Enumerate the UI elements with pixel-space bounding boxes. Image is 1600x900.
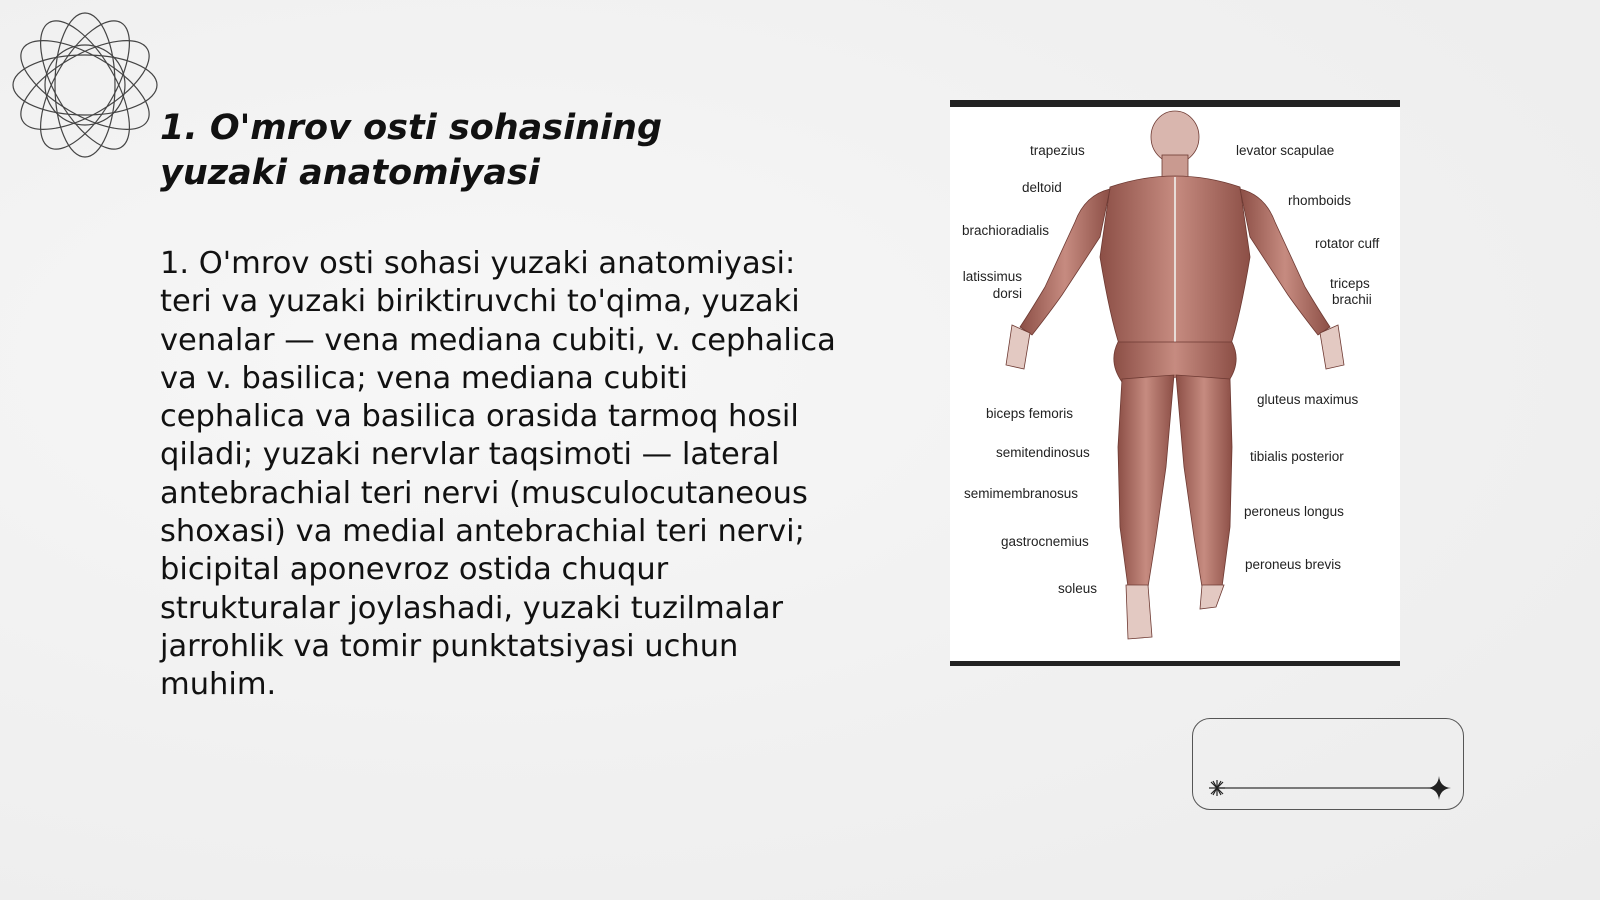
label-gastrocnemius: gastrocnemius <box>1001 534 1089 549</box>
label-peroneus-longus: peroneus longus <box>1244 504 1344 519</box>
label-biceps-femoris: biceps femoris <box>986 406 1074 421</box>
decorative-line <box>1193 719 1465 811</box>
label-semimembranosus: semimembranosus <box>964 486 1079 501</box>
label-brachii: brachii <box>1332 292 1372 307</box>
slide-body-text: 1. O'mrov osti sohasi yuzaki anatomiyasi: teri va yuzaki biriktiruvchi to'qima, yuzaki venalar — vena mediana cubiti, v. cephalica va v. basilica; vena mediana cubiti cephalica va basilica orasida tarmoq hosil qiladi; yuzaki nervlar taqsimoti — lateral antebrachial teri nervi (musculocutaneous shoxasi) va medial antebrachial teri nervi; bicipital aponevroz ostida chuqur strukturalar joylashadi, yuzaki tuzilmalar jarrohlik va tomir punktatsiyasi uchun muhim. <box>160 246 836 703</box>
label-brachioradialis: brachioradialis <box>962 223 1050 238</box>
label-peroneus-brevis: peroneus brevis <box>1245 557 1342 572</box>
label-soleus: soleus <box>1058 581 1098 596</box>
decorative-frame <box>1192 718 1464 810</box>
label-rotator-cuff: rotator cuff <box>1315 236 1380 251</box>
starburst-icon <box>1209 780 1225 796</box>
slide-title: 1. O'mrov osti sohasining yuzaki anatomiyasi <box>160 108 662 193</box>
label-dorsi: dorsi <box>992 286 1022 301</box>
label-tibialis-posterior: tibialis posterior <box>1250 449 1344 464</box>
circle-flower-ornament-icon <box>10 10 160 160</box>
label-trapezius: trapezius <box>1030 143 1085 158</box>
label-triceps: triceps <box>1330 276 1370 291</box>
label-rhomboids: rhomboids <box>1288 193 1352 208</box>
sparkle-icon <box>1427 776 1451 800</box>
posterior-muscle-illustration <box>950 107 1400 661</box>
anatomy-figure <box>950 100 1400 666</box>
label-levator-scapulae: levator scapulae <box>1236 143 1335 158</box>
label-deltoid: deltoid <box>1022 180 1062 195</box>
label-latissimus: latissimus <box>962 269 1022 284</box>
label-gluteus-maximus: gluteus maximus <box>1257 392 1359 407</box>
label-semitendinosus: semitendinosus <box>996 445 1090 460</box>
